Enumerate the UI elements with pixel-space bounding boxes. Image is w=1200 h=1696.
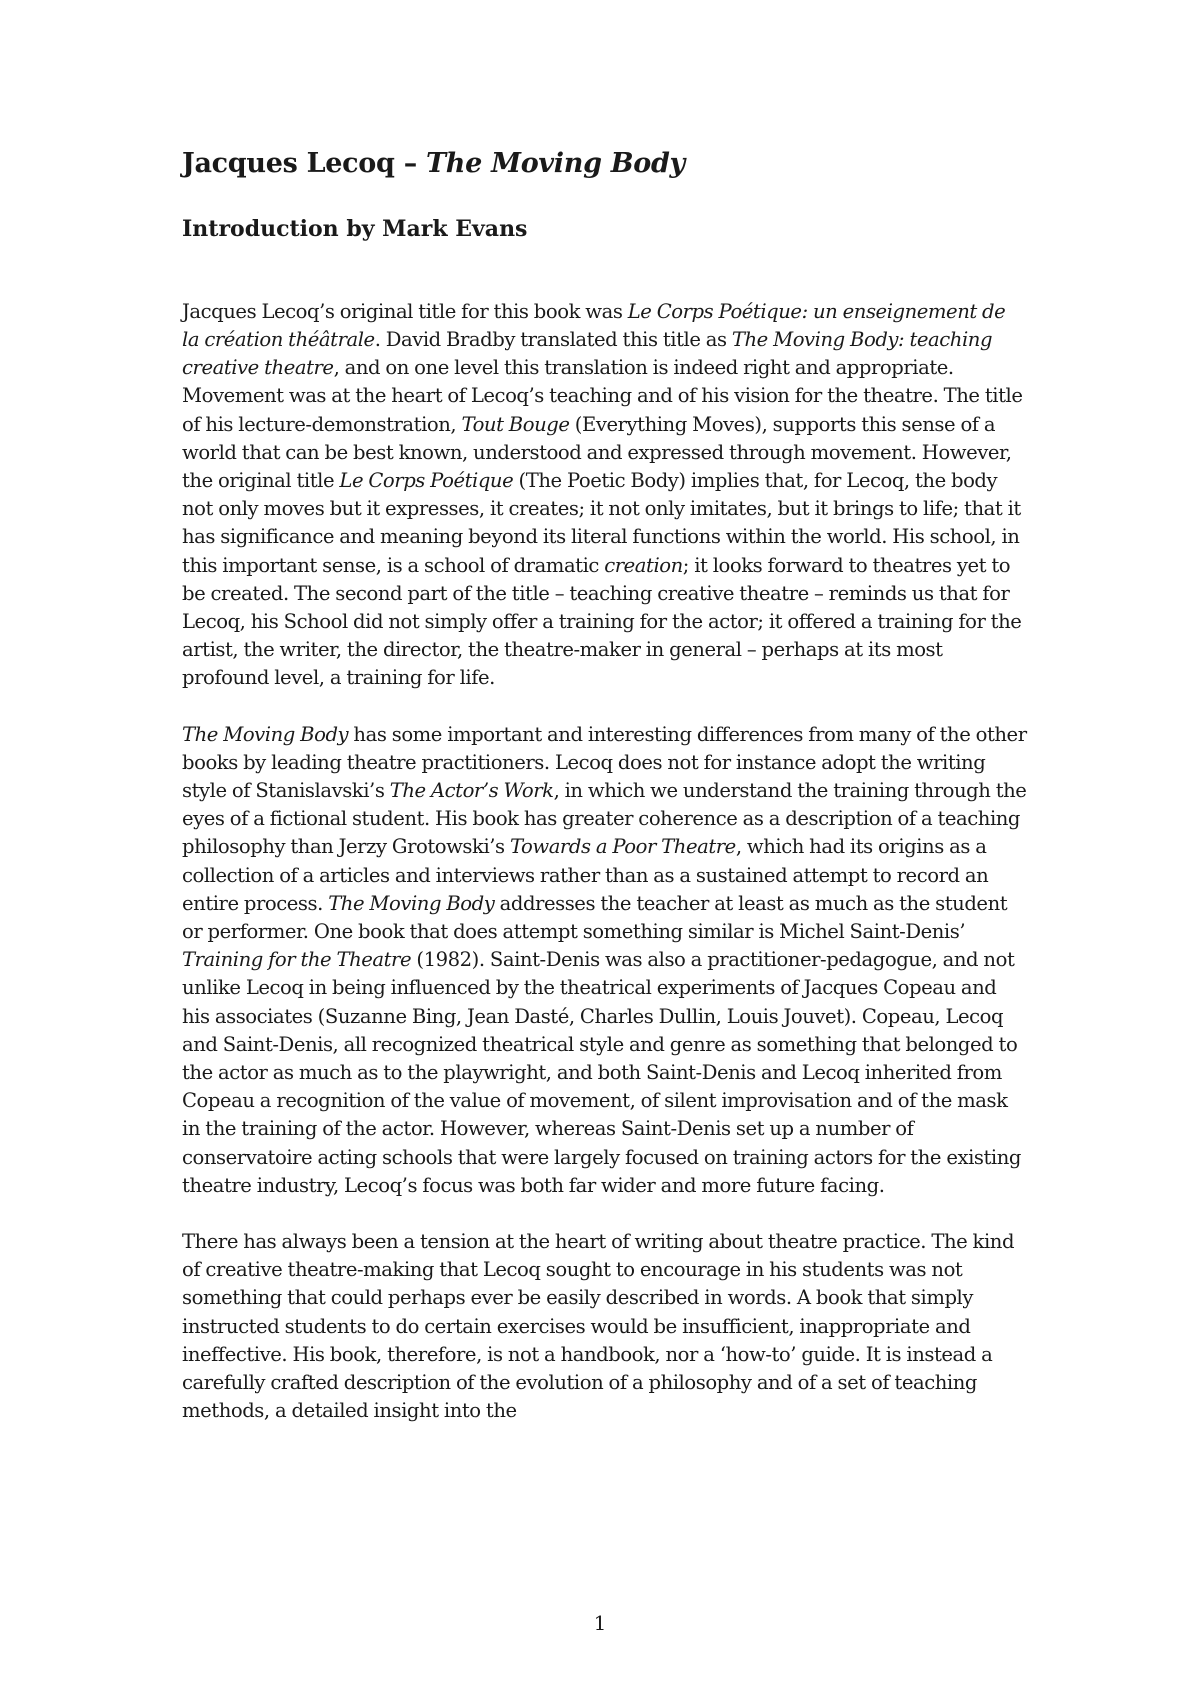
italic-text-run: The Moving Body	[328, 891, 495, 915]
text-run: . David Bradby translated this title as	[374, 327, 732, 351]
text-run: , and on one level this translation is indeed right and appropriate. Movement was at the heart of Lecoq’s teaching and of his vision for the theatre. The title of his lecture-demonstration,	[182, 356, 1023, 436]
italic-text-run: The Actor’s Work	[389, 779, 554, 803]
italic-text-run: Towards a Poor Theatre	[509, 835, 736, 859]
italic-text-run: Training for the Theatre	[182, 948, 412, 972]
paragraph-1	[182, 298, 1027, 693]
paragraph-2	[182, 721, 1027, 1200]
italic-text-run: Le Corps Poétique	[339, 469, 514, 492]
text-run: , in which we understand the training through the eyes of a fictional student. His book has greater coherence as a description of a teaching philosophy than Jerzy Grotowski’s	[182, 779, 1027, 859]
page-title	[182, 148, 1027, 180]
italic-text-run: Le Corps Poétique: un enseignement de la création théâtrale	[182, 299, 1006, 351]
italic-text-run: The Moving Body	[182, 722, 349, 746]
text-run: There has always been a tension at the heart of writing about theatre practice. The kind of creative theatre-making that Lecoq sought to encourage in his students was not something that could perhaps ever be easily described in words. A book that simply instructed students to do certain exercises would be insufficient, inappropriate and ineffective. His book, therefore, is not a handbook, nor a ‘how-to’ guide. It is instead a carefully crafted description of the evolution of a philosophy and of a set of teaching methods, a detailed insight into the	[182, 1230, 1015, 1423]
text-run: (Everything Moves), supports this sense of a world that can be best known, understood and expressed through movement. However, the original title	[182, 412, 1012, 492]
page-number: 1	[593, 1611, 607, 1635]
title-prefix: Jacques Lecoq –	[182, 148, 426, 179]
page-subtitle: Introduction by Mark Evans	[182, 216, 528, 243]
text-run: ; it looks forward to theatres yet to be created. The second part of the title – teaching creative theatre – reminds us that for Lecoq, his School did not simply offer a training for the actor; it offered a training for the artist, the writer, the director, the theatre-maker in general – perhaps at its most profound level, a training for life.	[182, 553, 1022, 690]
paragraph-3	[182, 1228, 1027, 1425]
text-run: addresses the teacher at least as much as the student or performer. One book that does attempt something similar is Michel Saint-Denis’	[182, 891, 1008, 944]
text-run: (The Poetic Body) implies that, for Lecoq, the body not only moves but it expresses, it creates; it not only imitates, but it brings to life; that it has significance and meaning beyond its literal functions within the world. His school, in this important sense, is a school of dramatic	[182, 469, 1021, 577]
italic-text-run: The Moving Body: teaching creative theatre	[182, 327, 993, 380]
italic-text-run: creation	[604, 553, 683, 577]
text-run: (1982). Saint-Denis was also a practitioner-pedagogue, and not unlike Lecoq in being influenced by the theatrical experiments of Jacques Copeau and his associates (Suzanne Bing, Jean Dasté, Charles Dullin, Louis Jouvet). Copeau, Lecoq and Saint-Denis, all recognized theatrical style and genre as something that belonged to the actor as much as to the playwright, and both Saint-Denis and Lecoq inherited from Copeau a recognition of the value of movement, of silent improvisation and of the mask in the training of the actor. However, whereas Saint-Denis set up a number of conservatoire acting schools that were largely focused on training actors for the existing theatre industry, Lecoq’s focus was both far wider and more future facing.	[182, 948, 1021, 1197]
text-run: has some important and interesting differences from many of the other books by leading theatre practitioners. Lecoq does not for instance adopt the writing style of Stanislavski’s	[182, 722, 1027, 803]
text-run: Jacques Lecoq’s original title for this book was	[182, 299, 628, 323]
text-run: , which had its origins as a collection of a articles and interviews rather than as a sustained attempt to record an entire process.	[182, 835, 989, 915]
document-body	[182, 148, 1027, 1426]
italic-text-run: Tout Bouge	[461, 412, 570, 436]
title-italic: The Moving Body	[426, 148, 685, 179]
